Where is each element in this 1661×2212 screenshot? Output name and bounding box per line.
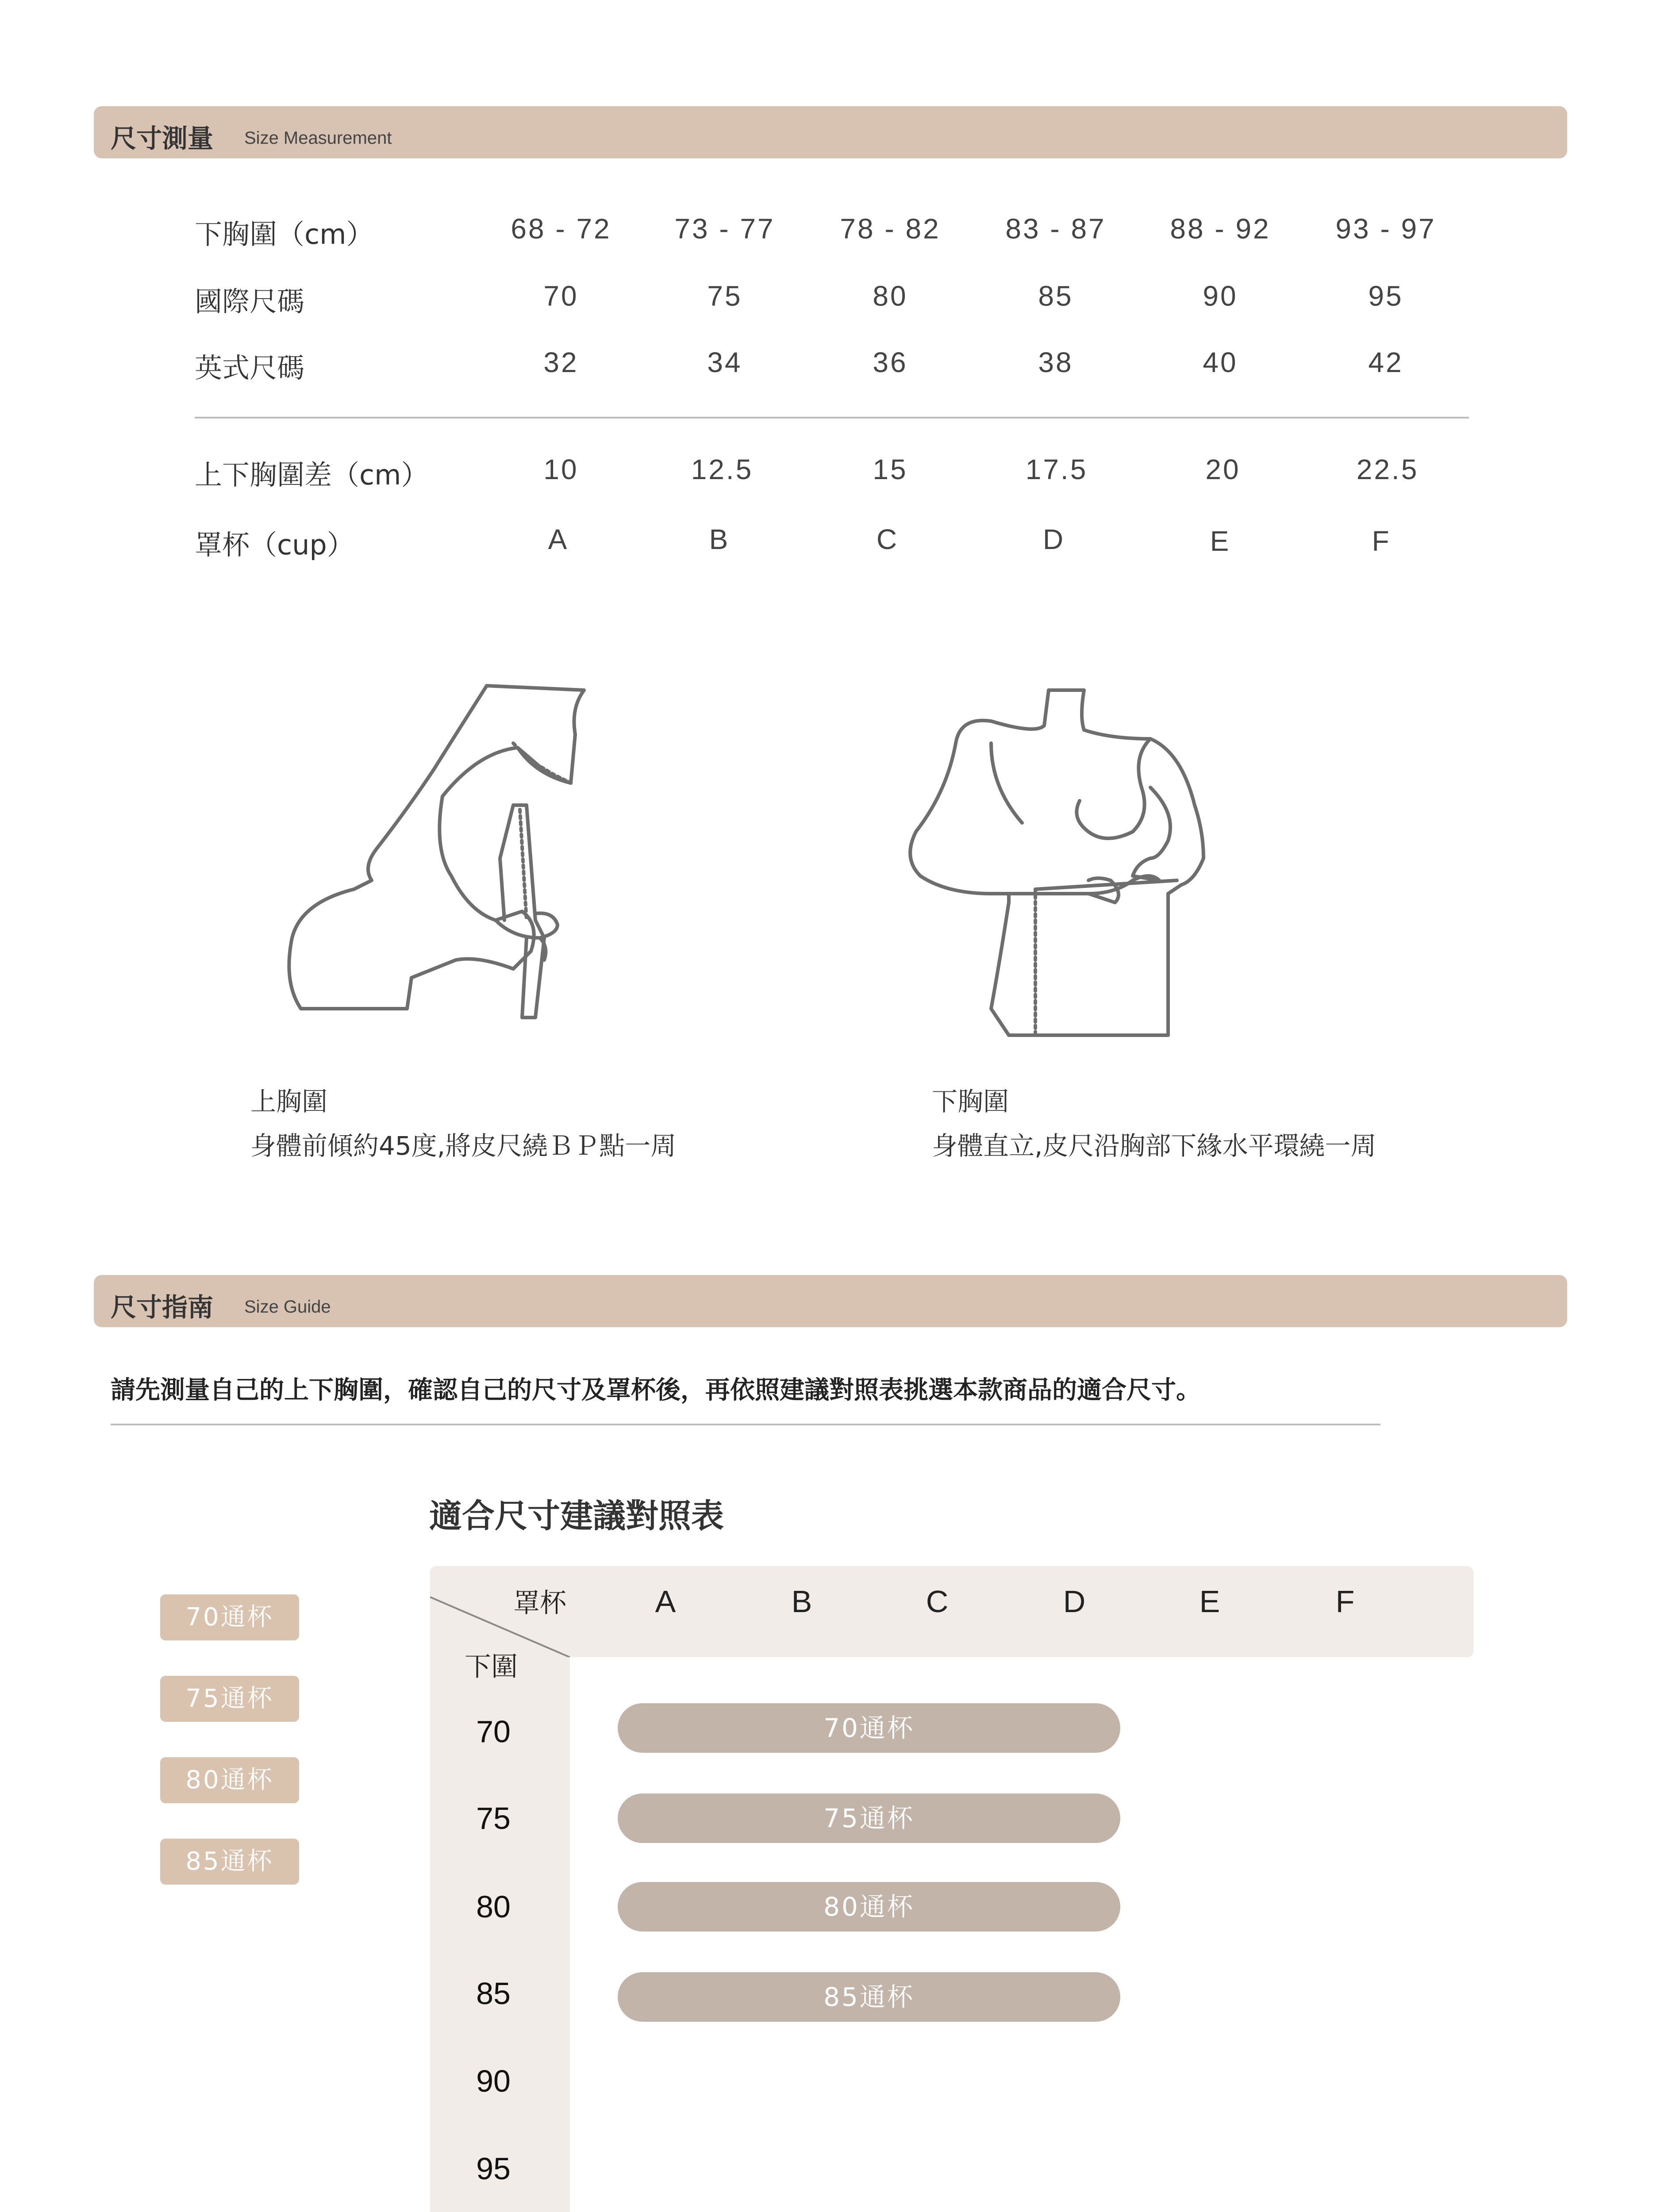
table-title: 適合尺寸建議對照表 bbox=[429, 1497, 724, 1535]
size-guide-instruction: 請先測量自己的上下胸圍，確認自己的尺寸及罩杯後，再依照建議對照表挑選本款商品的適合尺寸。 bbox=[111, 1376, 1201, 1405]
upper-bust-measure-figure bbox=[265, 672, 619, 1044]
section-title: 尺寸指南 bbox=[111, 1292, 214, 1322]
table-cell: 80 bbox=[873, 280, 908, 312]
table-cell: E bbox=[1210, 525, 1231, 557]
upper-bust-desc: 身體前傾約45度,將皮尺繞ＢＰ點一周 bbox=[250, 1131, 677, 1161]
table-cell: 10 bbox=[543, 453, 579, 485]
legend-item-70: 70通杯 bbox=[160, 1594, 299, 1640]
recommendation-bar-70: 70通杯 bbox=[618, 1703, 1120, 1753]
table-cell: 95 bbox=[1368, 280, 1403, 312]
band-row-90: 90 bbox=[476, 2064, 511, 2098]
table-cell: 20 bbox=[1205, 453, 1241, 485]
table-cell: 42 bbox=[1368, 346, 1403, 378]
cup-column-f: F bbox=[1335, 1584, 1355, 1619]
row-label-bust-difference: 上下胸圍差（cm） bbox=[195, 459, 429, 491]
recommendation-bar-80: 80通杯 bbox=[618, 1882, 1120, 1932]
table-cell: 68 - 72 bbox=[511, 213, 611, 245]
cup-column-a: A bbox=[655, 1584, 676, 1619]
section-title: 尺寸測量 bbox=[111, 123, 214, 154]
recommendation-bar-75: 75通杯 bbox=[618, 1793, 1120, 1843]
band-row-70: 70 bbox=[476, 1714, 511, 1749]
table-cell: B bbox=[709, 523, 730, 555]
legend-item-85: 85通杯 bbox=[160, 1839, 299, 1885]
upper-bust-title: 上胸圍 bbox=[250, 1087, 328, 1117]
section-subtitle: Size Guide bbox=[244, 1297, 331, 1317]
under-bust-desc: 身體直立,皮尺沿胸部下緣水平環繞一周 bbox=[932, 1131, 1376, 1161]
legend-item-75: 75通杯 bbox=[160, 1676, 299, 1722]
table-cell: 75 bbox=[707, 280, 742, 312]
cup-column-c: C bbox=[926, 1584, 949, 1619]
table-cell: C bbox=[876, 523, 899, 555]
corner-band-label: 下圍 bbox=[465, 1651, 518, 1682]
table-cell: 93 - 97 bbox=[1335, 213, 1436, 245]
corner-cup-label: 罩杯 bbox=[513, 1588, 566, 1619]
band-row-75: 75 bbox=[476, 1801, 511, 1836]
table-cell: 85 bbox=[1038, 280, 1073, 312]
table-cell: 78 - 82 bbox=[840, 213, 941, 245]
upper-bust-caption bbox=[250, 1079, 676, 1168]
band-row-85: 85 bbox=[476, 1976, 511, 2011]
row-label-uk-size: 英式尺碼 bbox=[195, 352, 305, 384]
row-label-cup: 罩杯（cup） bbox=[195, 529, 354, 561]
instruction-divider bbox=[111, 1424, 1380, 1425]
section-subtitle: Size Measurement bbox=[244, 128, 392, 148]
table-cell: 17.5 bbox=[1025, 453, 1088, 485]
row-label-under-bust: 下胸圍（cm） bbox=[195, 218, 374, 250]
cup-column-b: B bbox=[791, 1584, 812, 1619]
table-divider bbox=[195, 417, 1469, 419]
table-cell: 88 - 92 bbox=[1170, 213, 1271, 245]
legend-item-80: 80通杯 bbox=[160, 1757, 299, 1803]
table-cell: 22.5 bbox=[1356, 453, 1419, 485]
band-row-80: 80 bbox=[476, 1889, 511, 1924]
table-cell: A bbox=[548, 523, 569, 555]
section-header-size-guide bbox=[94, 1275, 1567, 1327]
recommendation-bar-85: 85通杯 bbox=[618, 1972, 1120, 2022]
table-cell: 36 bbox=[873, 346, 908, 378]
cup-column-e: E bbox=[1199, 1584, 1220, 1619]
table-cell: 70 bbox=[543, 280, 579, 312]
band-row-95: 95 bbox=[476, 2151, 511, 2186]
table-cell: 32 bbox=[543, 346, 579, 378]
under-bust-title: 下胸圍 bbox=[932, 1087, 1009, 1117]
under-bust-measure-figure bbox=[903, 672, 1248, 1044]
table-cell: 73 - 77 bbox=[674, 213, 775, 245]
table-cell: F bbox=[1372, 525, 1391, 557]
cup-column-d: D bbox=[1063, 1584, 1086, 1619]
row-label-intl-size: 國際尺碼 bbox=[195, 285, 305, 318]
table-cell: 90 bbox=[1203, 280, 1238, 312]
table-cell: 40 bbox=[1203, 346, 1238, 378]
table-cell: 34 bbox=[707, 346, 742, 378]
table-cell: 12.5 bbox=[691, 453, 754, 485]
table-cell: 15 bbox=[873, 453, 908, 485]
table-cell: 38 bbox=[1038, 346, 1073, 378]
section-header-size-measurement bbox=[94, 106, 1567, 158]
under-bust-caption bbox=[932, 1079, 1376, 1168]
table-cell: 83 - 87 bbox=[1005, 213, 1106, 245]
table-cell: D bbox=[1042, 523, 1065, 555]
